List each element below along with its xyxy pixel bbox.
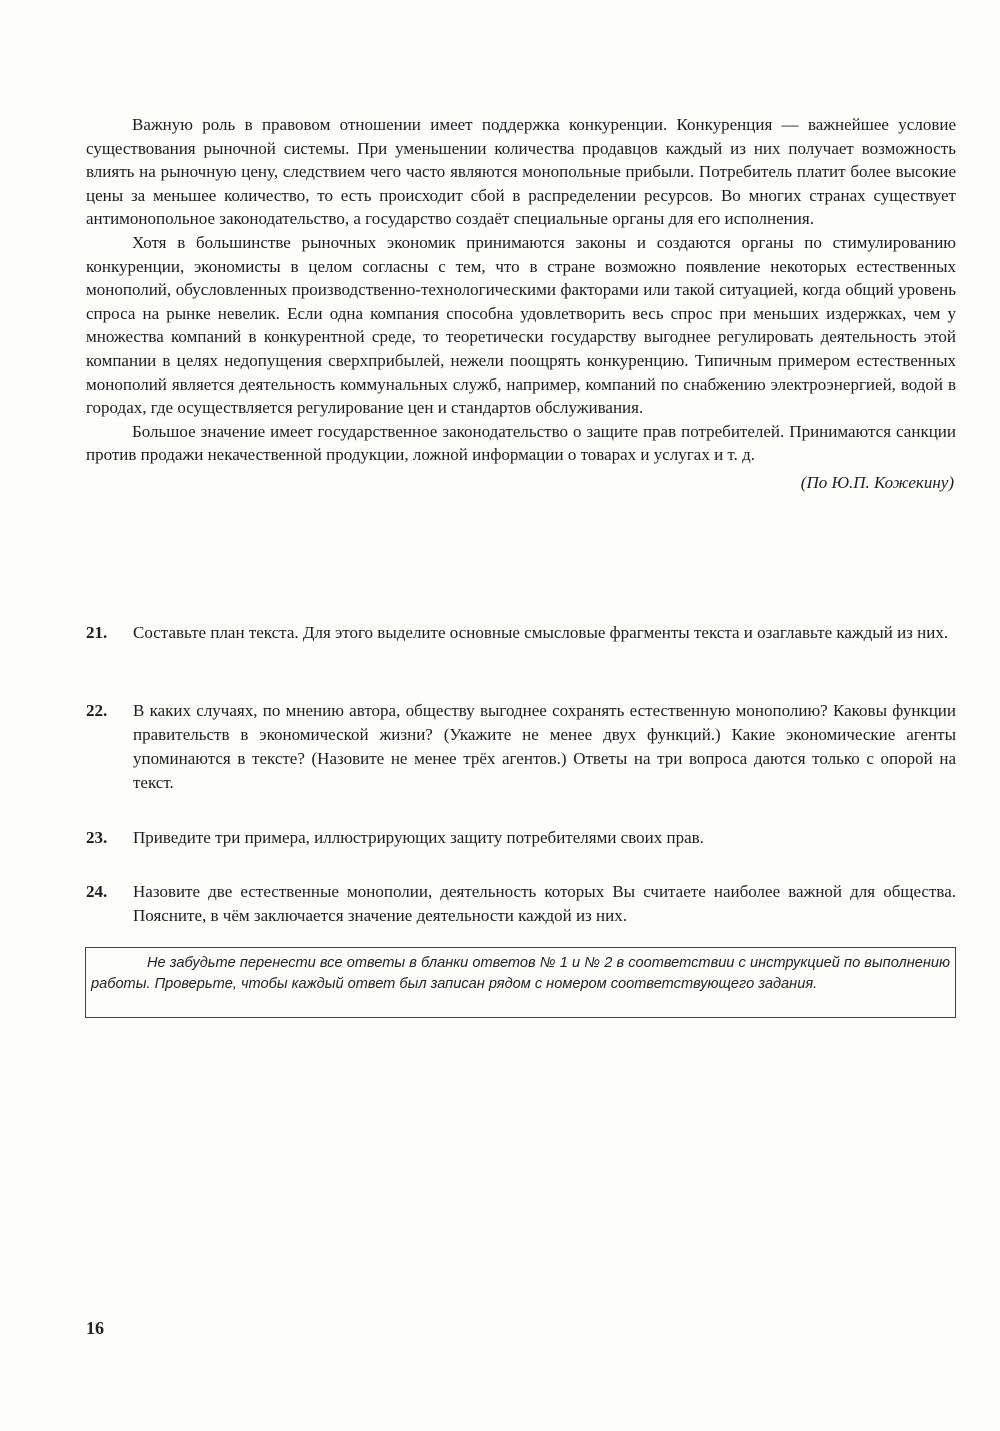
task-number: 23. — [86, 828, 108, 847]
task-number: 24. — [86, 882, 108, 901]
article-paragraph-3: Большое значение имеет государственное законодательство о защите прав потребителей. Принимаются санкции против продажи некачественной продукции, ложной информации о товарах и услугах и т. д. — [86, 421, 956, 465]
task-text: Назовите две естественные монополии, деятельность которых Вы считаете наиболее важной для общества. Поясните, в чём заключается значение деятельности каждой из них. — [133, 882, 956, 925]
article-paragraph-2: Хотя в большинстве рыночных экономик принимаются законы и создаются органы по стимулированию конкуренции, экономисты в целом согласны с тем, что в стране возможно появление некоторых естественных монополий, обусловленных производственно-технологическими факторами или такой ситуацией, когда общий уровень спроса на рынке невелик. Если одна компания способна удовлетворить весь спрос при меньших издержках, чем у множества компаний в конкурентной среде, то теоретически государству выгоднее регулировать деятельность этой компании в целях недопущения сверхприбылей, нежели поощрять конкуренцию. Типичным примером естественных монополий является деятельность коммунальных служб, например, компаний по снабжению электроэнергией, водой в городах, где осуществляется регулирование цен и стандартов обслуживания. — [86, 232, 956, 418]
task-23 — [86, 826, 956, 850]
task-text: Приведите три примера, иллюстрирующих защиту потребителями своих прав. — [133, 828, 704, 847]
task-21 — [86, 621, 956, 645]
task-22 — [86, 699, 956, 795]
task-24 — [86, 880, 956, 928]
page-number: 16 — [86, 1318, 104, 1338]
task-number: 22. — [86, 701, 108, 720]
task-number: 21. — [86, 623, 108, 642]
task-text: В каких случаях, по мнению автора, обществу выгоднее сохранять естественную монополию? Каковы функции правительств в экономической жизни? (Укажите не менее двух функций.) Какие экономические агенты упоминаются в тексте? (Назовите не менее трёх агентов.) Ответы на три вопроса даются только с опорой на текст. — [133, 701, 956, 792]
instruction-notice-box: Не забудьте перенести все ответы в бланки ответов № 1 и № 2 в соответствии с инструкцией по выполнению работы. Проверьте, чтобы каждый ответ был записан рядом с номером соответствующего задания. — [85, 947, 956, 1018]
article-text — [86, 113, 956, 495]
article-paragraph-1: Важную роль в правовом отношении имеет поддержка конкуренции. Конкуренция — важнейшее условие существования рыночной системы. При уменьшении количества продавцов каждый из них получает возможность влиять на рыночную цену, следствием чего часто являются монопольные прибыли. Потребитель платит более высокие цены за меньшее количество, то есть происходит сбой в распределении ресурсов. Во многих странах существует антимонопольное законодательство, а государство создаёт специальные органы для его исполнения. — [86, 115, 956, 229]
source-attribution: (По Ю.П. Кожекину) — [800, 472, 954, 492]
task-text: Составьте план текста. Для этого выделите основные смысловые фрагменты текста и озаглавьте каждый из них. — [133, 623, 949, 642]
